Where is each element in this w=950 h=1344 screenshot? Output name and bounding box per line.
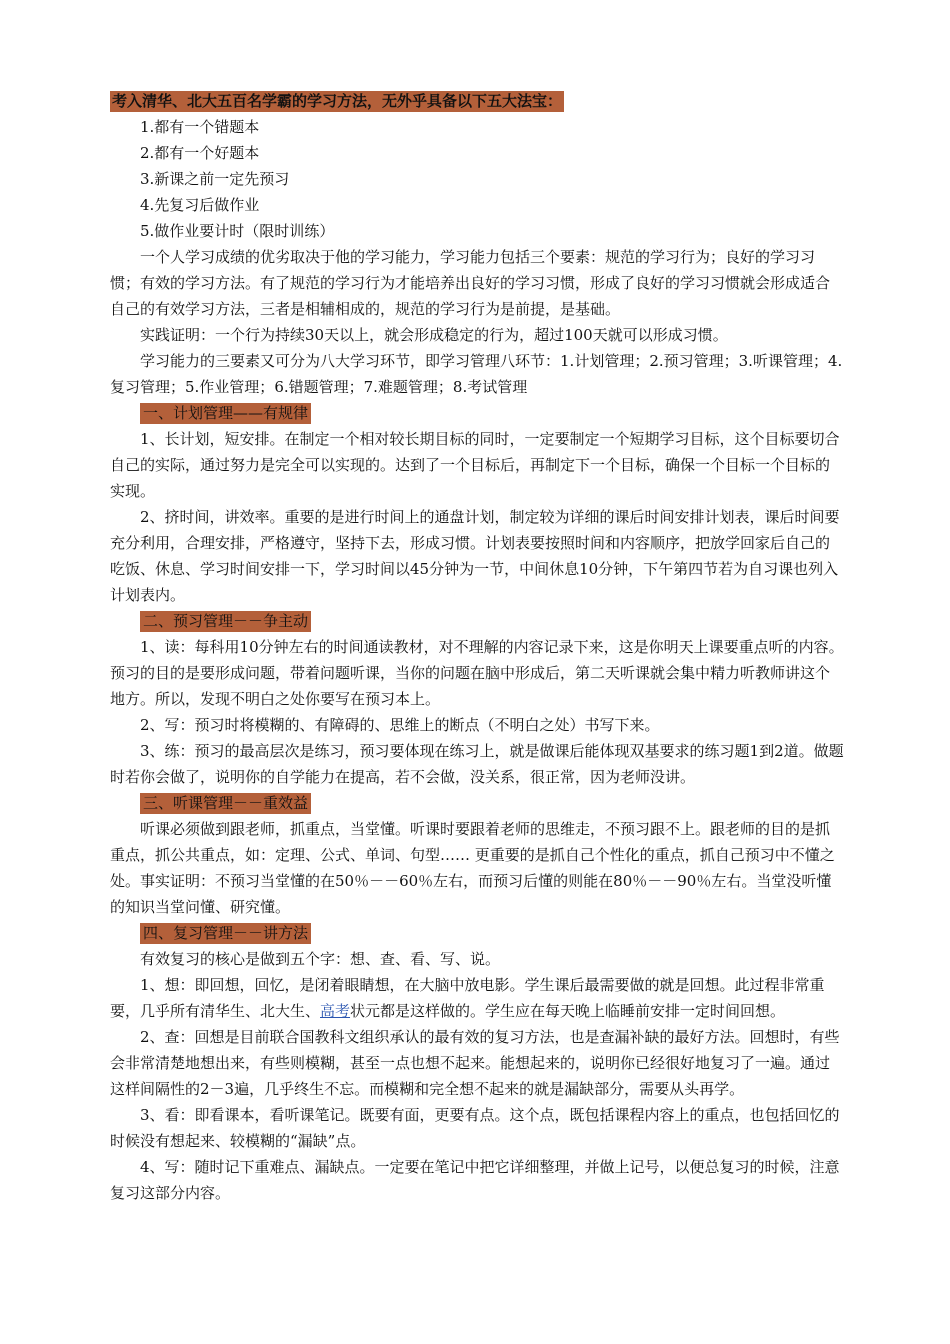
intro-paragraph: 实践证明：一个行为持续30天以上，就会形成稳定的行为，超过100天就可以形成习惯。: [140, 326, 728, 344]
section-heading-line: [110, 400, 844, 426]
list-item: 3.新课之前一定先预习: [140, 170, 290, 188]
list-item: 4.先复习后做作业: [140, 196, 260, 214]
body-paragraph: 3、看：即看课本，看听课笔记。既要有面，更要有点。这个点，既包括课程内容上的重点，也包括回忆的时候没有想起来、较模糊的“漏缺”点。: [110, 1106, 840, 1150]
paragraph-text: 状元都是这样做的。学生应在每天晚上临睡前安排一定时间回想。: [350, 1002, 786, 1020]
doc-title: 考入清华、北大五百名学霸的学习方法，无外乎具备以下五大法宝：: [112, 92, 563, 110]
body-paragraph: 2、写：预习时将模糊的、有障碍的、思维上的断点（不明白之处）书写下来。: [140, 716, 660, 734]
section-heading-listen: 三、听课管理－－重效益: [140, 793, 311, 814]
body-paragraph: 4、写：随时记下重难点、漏缺点。一定要在笔记中把它详细整理，并做上记号，以便总复习的时候，注意复习这部分内容。: [110, 1158, 840, 1202]
body-paragraph: 1、长计划，短安排。在制定一个相对较长期目标的同时，一定要制定一个短期学习目标，这个目标要切合自己的实际，通过努力是完全可以实现的。达到了一个目标后，再制定下一个目标，确保一个目标一个目标的实现。: [110, 430, 840, 500]
section-heading-line: [110, 608, 844, 634]
list-item: 5.做作业要计时（限时训练）: [140, 222, 335, 240]
intro-paragraph: 学习能力的三要素又可分为八大学习环节，即学习管理八环节：1.计划管理；2.预习管理；3.听课管理；4.复习管理；5.作业管理；6.错题管理；7.难题管理；8.考试管理: [110, 352, 843, 396]
section-heading-preview: 二、预习管理－－争主动: [140, 611, 311, 632]
doc-title-line: [110, 88, 844, 114]
section-heading-review: 四、复习管理－－讲方法: [140, 923, 311, 944]
section-heading-plan: 一、计划管理——有规律: [140, 403, 311, 424]
body-paragraph: 听课必须做到跟老师，抓重点，当堂懂。听课时要跟着老师的思维走，不预习跟不上。跟老师的目的是抓重点，抓公共重点，如：定理、公式、单词、句型…… 更重要的是抓自己个性化的重点，抓自己预习中不懂之处。事实证明：不预习当堂懂的在50％－－60％左右，而预习后懂的则能在80％－－90％左右。当堂没听懂的知识当堂问懂、研究懂。: [110, 820, 835, 916]
body-paragraph: [110, 972, 844, 1024]
section-heading-line: [110, 790, 844, 816]
body-paragraph: 1、读：每科用10分钟左右的时间通读教材，对不理解的内容记录下来，这是你明天上课要重点听的内容。预习的目的是要形成问题，带着问题听课，当你的问题在脑中形成后，第二天听课就会集中精力听教师讲这个地方。所以，发现不明白之处你要写在预习本上。: [110, 638, 844, 708]
list-item: 1.都有一个错题本: [140, 118, 260, 136]
document-page: [110, 88, 844, 1206]
section-heading-line: [110, 920, 844, 946]
gaokao-link[interactable]: 高考: [320, 1002, 351, 1020]
body-paragraph: 3、练：预习的最高层次是练习，预习要体现在练习上，就是做课后能体现双基要求的练习题1到2道。做题时若你会做了，说明你的自学能力在提高，若不会做，没关系，很正常，因为老师没讲。: [110, 742, 844, 786]
list-item: 2.都有一个好题本: [140, 144, 260, 162]
body-paragraph: 2、查：回想是目前联合国教科文组织承认的最有效的复习方法，也是查漏补缺的最好方法。回想时，有些会非常清楚地想出来，有些则模糊，甚至一点也想不起来。能想起来的，说明你已经很好地复习了一遍。通过这样间隔性的2－3遍，几乎终生不忘。而模糊和完全想不起来的就是漏缺部分，需要从头再学。: [110, 1028, 840, 1098]
paragraph-text: 1、想：即回想，回忆，是闭着眼睛想，在大脑中放电影。学生课后最需要做的就是回想。此过程非常重要，几乎所有清华生、北大生、: [110, 976, 825, 1020]
body-paragraph: 有效复习的核心是做到五个字：想、查、看、写、说。: [140, 950, 501, 968]
intro-paragraph: 一个人学习成绩的优劣取决于他的学习能力，学习能力包括三个要素：规范的学习行为；良好的学习习惯；有效的学习方法。有了规范的学习行为才能培养出良好的学习习惯，形成了良好的学习习惯就会形成适合自己的有效学习方法，三者是相辅相成的，规范的学习行为是前提，是基础。: [110, 248, 831, 318]
body-paragraph: 2、挤时间，讲效率。重要的是进行时间上的通盘计划，制定较为详细的课后时间安排计划表，课后时间要充分利用，合理安排，严格遵守，坚持下去，形成习惯。计划表要按照时间和内容顺序，把放学回家后自己的吃饭、休息、学习时间安排一下，学习时间以45分钟为一节，中间休息10分钟，下午第四节若为自习课也列入计划表内。: [110, 508, 840, 604]
